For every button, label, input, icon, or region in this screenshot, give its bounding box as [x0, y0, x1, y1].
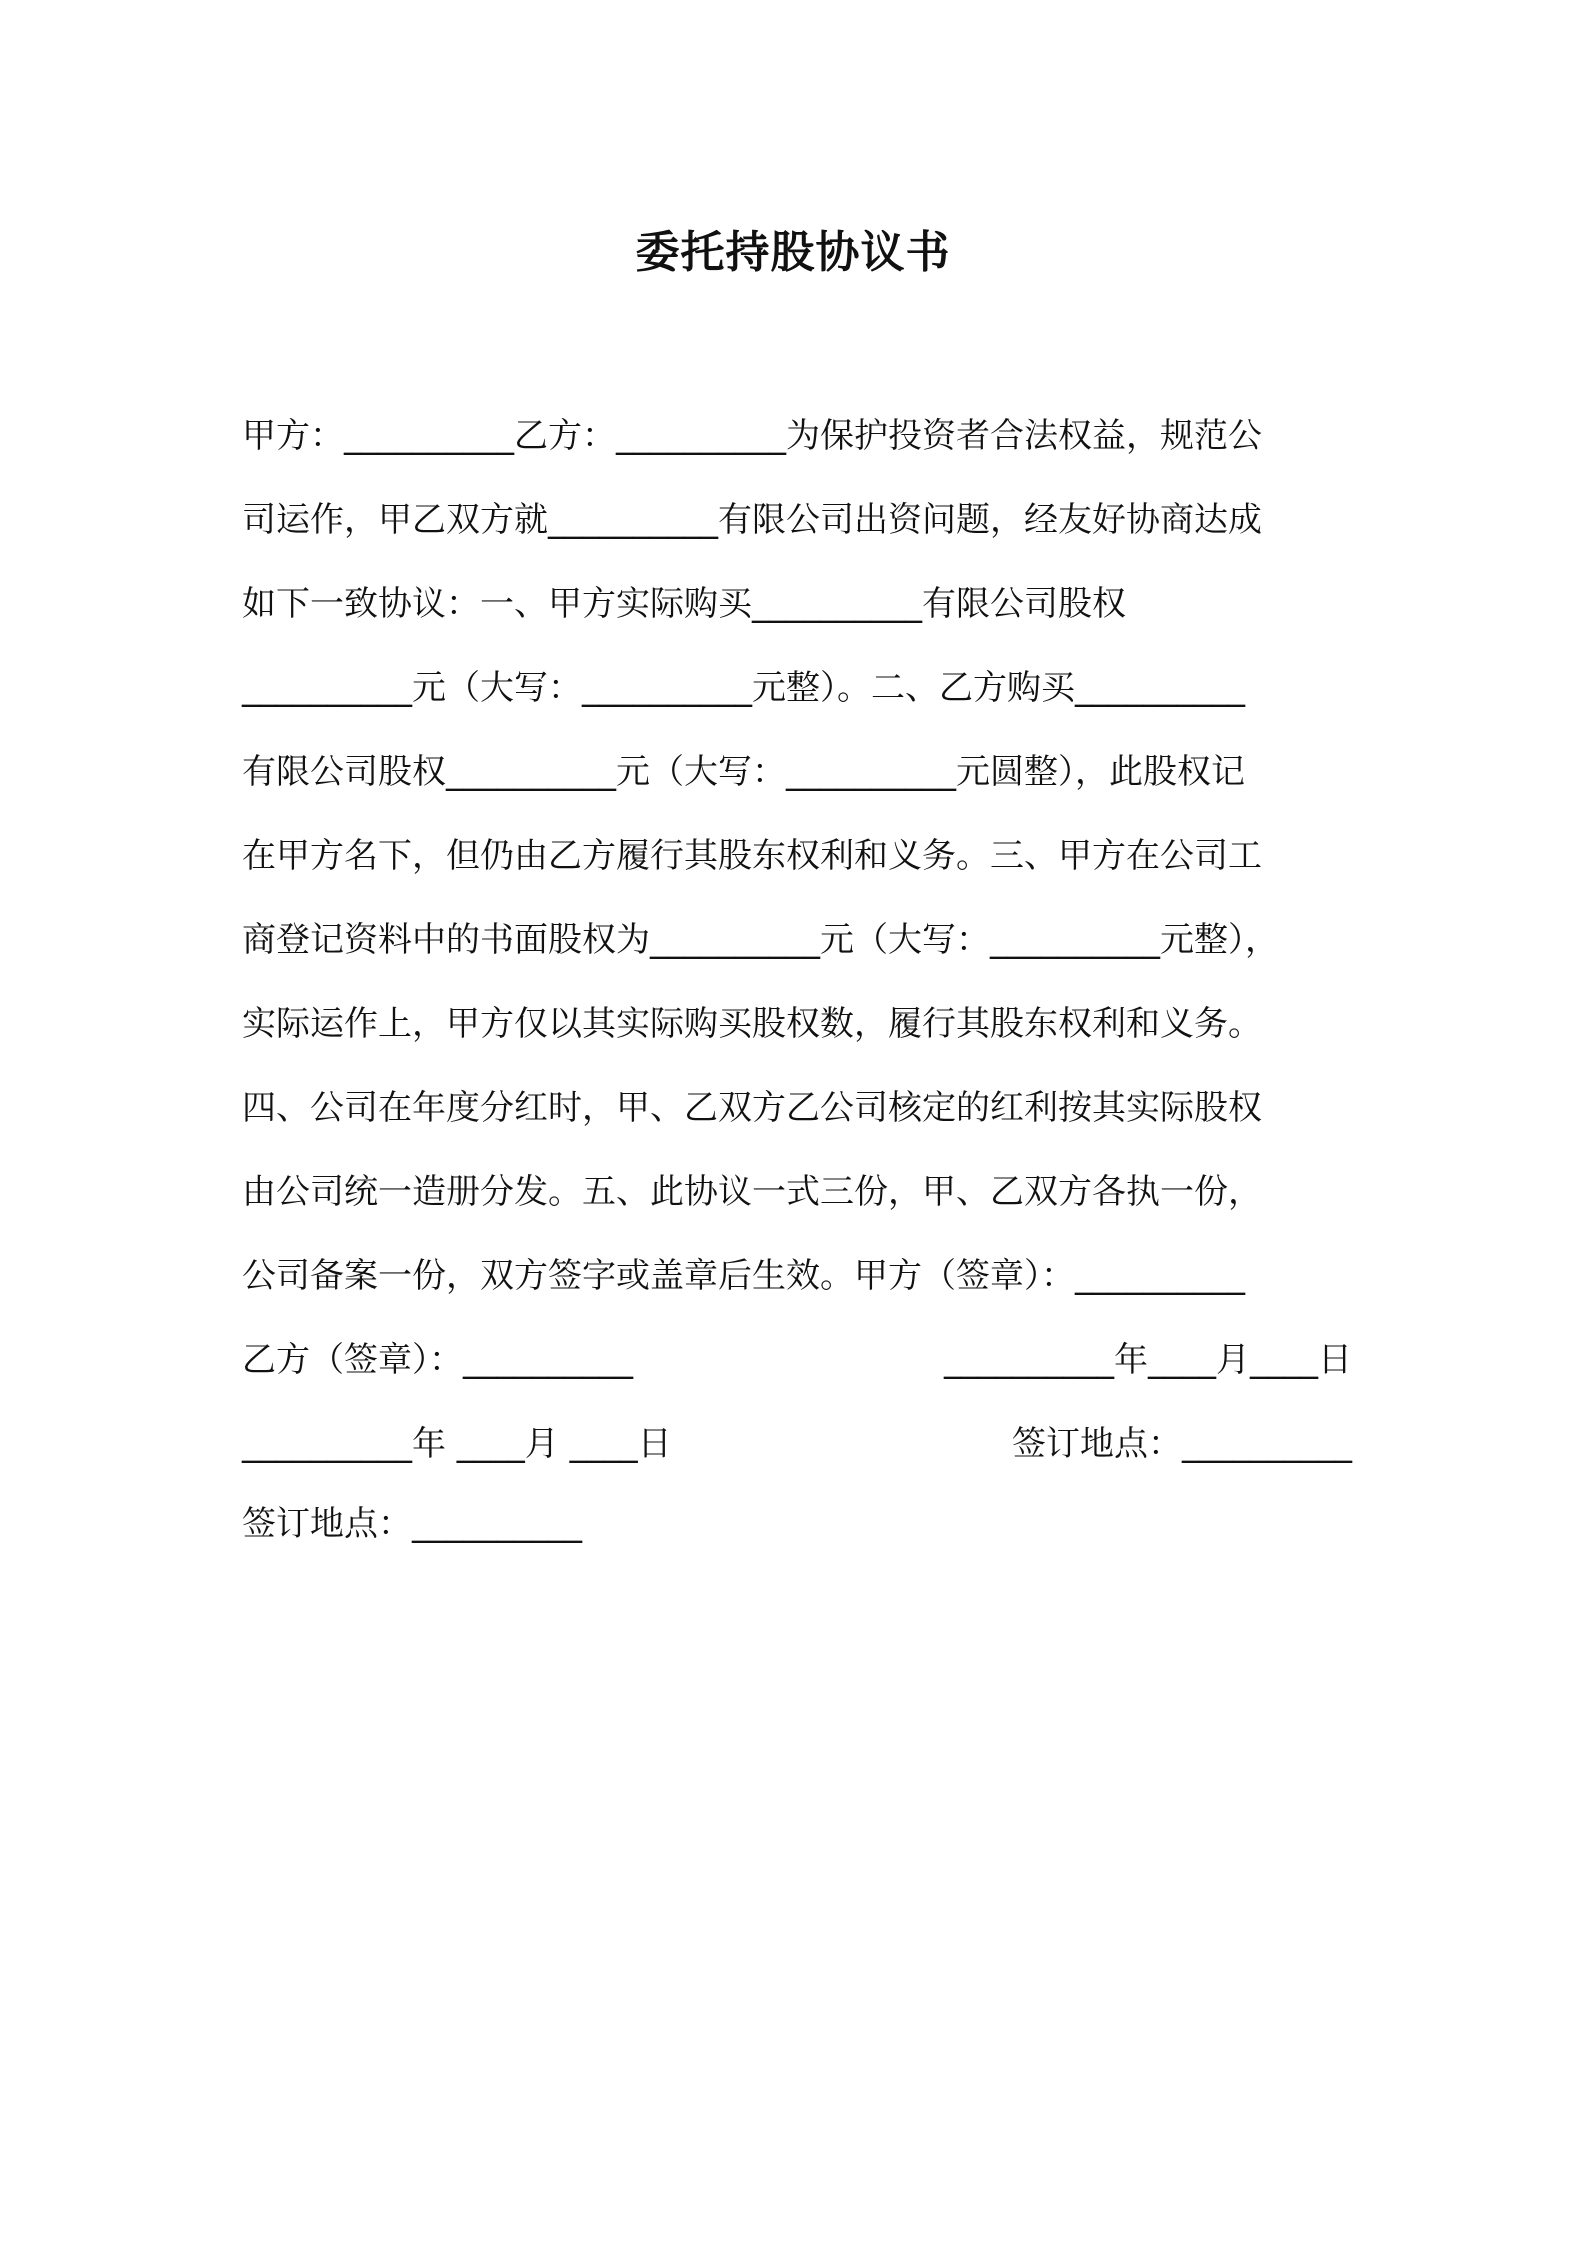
body-text: 有限公司股权__________元（大写：__________元圆整），此股权记 [242, 752, 1245, 792]
body-line [242, 742, 1352, 802]
body-text: 四、公司在年度分红时，甲、乙双方乙公司核定的红利按其实际股权 [242, 1088, 1262, 1128]
signature-row-2 [242, 1414, 1352, 1474]
signing-place-field: 签订地点：__________ [242, 1504, 582, 1544]
body-text: 由公司统一造册分发。五、此协议一式三份，甲、乙双方各执一份， [242, 1172, 1262, 1212]
signature-row-3 [242, 1494, 1352, 1554]
body-line [242, 490, 1352, 550]
body-text: 司运作，甲乙双方就__________有限公司出资问题，经友好协商达成 [242, 500, 1262, 540]
party-b-signature-field: 乙方（签章）：__________ [242, 1340, 633, 1380]
body-line [242, 574, 1352, 634]
body-line [242, 658, 1352, 718]
date-field: __________年 ____月 ____日 [242, 1424, 672, 1464]
body-text: 商登记资料中的书面股权为__________元（大写：__________元整）， [242, 920, 1279, 960]
body-text: 公司备案一份，双方签字或盖章后生效。甲方（签章）：__________ [242, 1256, 1245, 1296]
body-line [242, 1078, 1352, 1138]
signing-place-field: 签订地点：__________ [1012, 1424, 1352, 1464]
body-line [242, 910, 1352, 970]
body-text: 在甲方名下，但仍由乙方履行其股东权利和义务。三、甲方在公司工 [242, 836, 1262, 876]
body-text: 如下一致协议：一、甲方实际购买__________有限公司股权 [242, 584, 1126, 624]
document-title: 委托持股协议书 [635, 227, 951, 278]
date-field: __________年____月____日 [944, 1340, 1352, 1380]
body-line [242, 406, 1352, 466]
body-line [242, 1246, 1352, 1306]
signature-row-1 [242, 1330, 1352, 1390]
body-line [242, 826, 1352, 886]
body-line [242, 1162, 1352, 1222]
body-text: __________元（大写：__________元整）。二、乙方购买__________ [242, 668, 1245, 708]
body-text: 实际运作上，甲方仅以其实际购买股权数，履行其股东权利和义务。 [242, 1004, 1262, 1044]
body-line [242, 994, 1352, 1054]
body-text: 甲方：__________乙方：__________为保护投资者合法权益，规范公 [242, 416, 1262, 456]
